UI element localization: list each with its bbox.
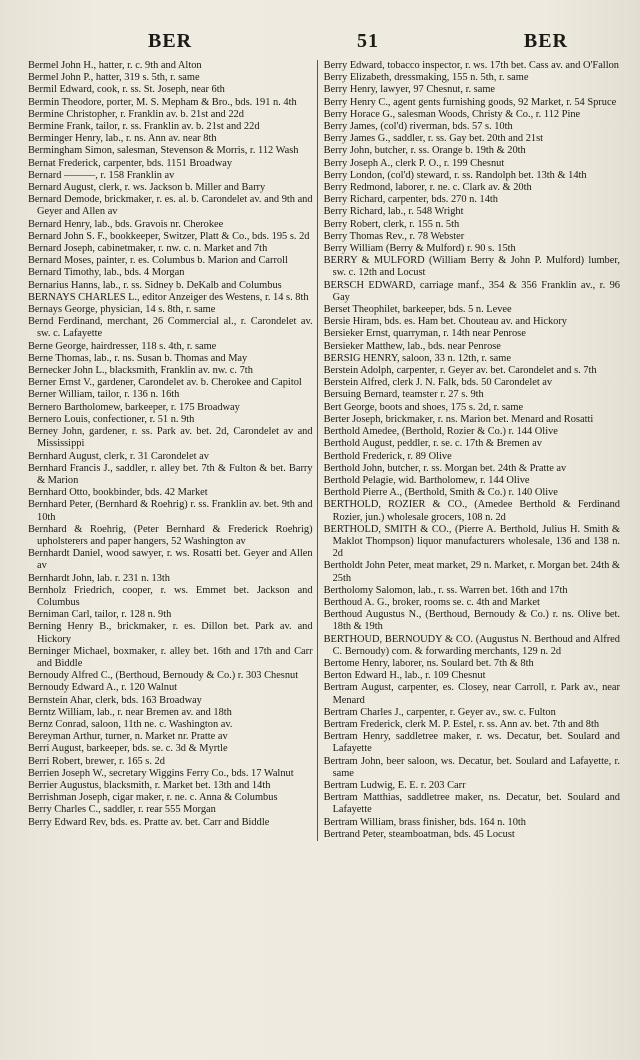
directory-entry: Berthold August, peddler, r. se. c. 17th & Bremen av [323, 438, 542, 450]
directory-entry: Bersuing Bernard, teamster r. 27 s. 9th [323, 389, 484, 401]
directory-entry: Bernard Moses, painter, r. es. Columbus b. Marion and Carroll [28, 255, 288, 267]
directory-entry: Berrier Augustus, blacksmith, r. Market bet. 13th and 14th [28, 779, 271, 791]
directory-entry: Berthold Frederick, r. 89 Olive [323, 450, 452, 462]
directory-columns [28, 60, 620, 841]
directory-entry: BERSCH EDWARD, carriage manf., 354 & 356 Franklin av., r. 96 Gay [323, 279, 620, 303]
directory-entry: BERTHOUD, BERNOUDY & CO. (Augustus N. Berthoud and Alfred C. Bernoudy) com. & forwarding merchants, 129 n. 2d [323, 633, 620, 657]
directory-entry: Bertram Ludwig, E. E. r. 203 Carr [323, 779, 466, 791]
directory-entry: Bersieker Matthew, lab., bds. near Penrose [323, 340, 501, 352]
directory-entry: Berry Charles C., saddler, r. rear 555 Morgan [28, 804, 216, 816]
directory-entry: Bertome Henry, laborer, ns. Soulard bet. 7th & 8th [323, 657, 534, 669]
directory-entry: Bernhardt John, lab. r. 231 n. 13th [28, 572, 170, 584]
directory-entry: Berry Joseph A., clerk P. O., r. 199 Chesnut [323, 157, 505, 169]
directory-entry: Berset Theophilet, barkeeper, bds. 5 n. Levee [323, 304, 512, 316]
directory-entry: Bernz Conrad, saloon, 11th ne. c. Washington av. [28, 718, 233, 730]
directory-entry: Bermel John H., hatter, r. c. 9th and Alton [28, 60, 202, 71]
directory-entry: Berniman Carl, tailor, r. 128 n. 9th [28, 609, 172, 621]
directory-entry: Bersieker Ernst, quarryman, r. 14th near Penrose [323, 328, 526, 340]
directory-entry: Bernarius Hanns, lab., r. ss. Sidney b. DeKalb and Columbus [28, 279, 282, 291]
page-header [28, 30, 620, 58]
directory-entry: Bereyman Arthur, turner, n. Market nr. Pratte av [28, 731, 228, 743]
directory-entry: Bernays George, physician, 14 s. 8th, r. same [28, 304, 216, 316]
directory-entry: Berninger Michael, boxmaker, r. alley bet. 16th and 17th and Carr and Biddle [28, 645, 313, 669]
directory-entry: Bermine Frank, tailor, r. ss. Franklin av. b. 21st and 22d [28, 121, 260, 133]
directory-entry: Bernhard August, clerk, r. 31 Carondelet av [28, 450, 209, 462]
directory-entry: Berry Horace G., salesman Woods, Christy & Co., r. 112 Pine [323, 108, 581, 120]
directory-entry: Berry Henry, lawyer, 97 Chesnut, r. same [323, 84, 496, 96]
directory-entry: Bernholz Friedrich, cooper, r. ws. Emmet bet. Jackson and Columbus [28, 584, 313, 608]
directory-entry: Berter Joseph, brickmaker, r. ns. Marion bet. Menard and Rosatti [323, 413, 594, 425]
directory-entry: Bermine Christopher, r. Franklin av. b. 21st and 22d [28, 108, 244, 120]
directory-entry: Bertram Matthias, saddletree maker, ns. Decatur, bet. Soulard and Lafayette [323, 792, 620, 816]
directory-entry: Berri Robert, brewer, r. 165 s. 2d [28, 755, 165, 767]
directory-entry: Bernard Timothy, lab., bds. 4 Morgan [28, 267, 185, 279]
directory-entry: Bermingham Simon, salesman, Stevenson & Morris, r. 112 Wash [28, 145, 299, 157]
directory-entry: Bernard John S. F., bookkeeper, Switzer, Platt & Co., bds. 195 s. 2d [28, 230, 310, 242]
directory-entry: Bernard Henry, lab., bds. Gravois nr. Cherokee [28, 218, 224, 230]
directory-entry: BERTHOLD, ROZIER & CO., (Amedee Berthold & Ferdinand Rozier, jun.) wholesale grocers, 108 n. 2d [323, 499, 620, 523]
directory-entry: Bernhardt Daniel, wood sawyer, r. ws. Rosatti bet. Geyer and Allen av [28, 548, 313, 572]
directory-entry: Berry Richard, carpenter, bds. 270 n. 14th [323, 194, 499, 206]
directory-entry: Berstein Alfred, clerk J. N. Falk, bds. 50 Carondelet av [323, 377, 553, 389]
directory-entry: Berthoud A. G., broker, rooms se. c. 4th and Market [323, 596, 540, 608]
directory-entry: Bertram Charles J., carpenter, r. Geyer av., sw. c. Fulton [323, 706, 556, 718]
directory-entry: Bernero Louis, confectioner, r. 51 n. 9th [28, 413, 195, 425]
directory-entry: BERTHOLD, SMITH & CO., (Pierre A. Berthold, Julius H. Smith & Maklot Thompson) liquor manufacturers wholesale, 136 and 138 n. 2d [323, 523, 620, 560]
directory-entry: Berminger Henry, lab., r. ns. Ann av. near 8th [28, 133, 217, 145]
directory-entry: Berthoud Augustus N., (Berthoud, Bernoudy & Co.) r. ns. Olive bet. 18th & 19th [323, 609, 620, 633]
directory-entry: Bermel John P., hatter, 319 s. 5th, r. same [28, 72, 200, 84]
directory-entry: Bernat Frederick, carpenter, bds. 1151 Broadway [28, 157, 233, 169]
page-number: 51 [357, 30, 379, 52]
directory-entry: Bernd Ferdinand, merchant, 26 Commercial al., r. Carondelet av. sw. c. Lafayette [28, 316, 313, 340]
directory-entry: Berry Richard, lab., r. 548 Wright [323, 206, 464, 218]
directory-entry: Bertram John, beer saloon, ws. Decatur, bet. Soulard and Lafayette, r. same [323, 755, 620, 779]
directory-entry: Bernstein Ahar, clerk, bds. 163 Broadway [28, 694, 202, 706]
directory-entry: Berry Edward, tobacco inspector, r. ws. 17th bet. Cass av. and O'Fallon [323, 60, 619, 71]
directory-entry: Bersie Hiram, bds. es. Ham bet. Chouteau av. and Hickory [323, 316, 568, 328]
directory-entry: Berry Thomas Rev., r. 78 Webster [323, 230, 465, 242]
directory-entry: Berner William, tailor, r. 136 n. 16th [28, 389, 180, 401]
directory-entry: Berri August, barkeeper, bds. se. c. 3d & Myrtle [28, 743, 228, 755]
directory-entry: Bernhard Francis J., saddler, r. alley bet. 7th & Fulton & bet. Barry & Marion [28, 462, 313, 486]
header-right-keyword: BER [523, 30, 568, 52]
directory-entry: Berthold Pierre A., (Berthold, Smith & Co.) r. 140 Olive [323, 487, 558, 499]
column-divider [317, 60, 318, 841]
directory-entry: Bernoudy Edward A., r. 120 Walnut [28, 682, 178, 694]
directory-entry: Berne Thomas, lab., r. ns. Susan b. Thomas and May [28, 352, 248, 364]
directory-entry: Berry Henry C., agent gents furnishing goods, 92 Market, r. 54 Spruce [323, 96, 617, 108]
directory-entry: Bertram August, carpenter, es. Closey, near Carroll, r. Park av., near Menard [323, 682, 620, 706]
directory-entry: BERSIG HENRY, saloon, 33 n. 12th, r. same [323, 352, 511, 364]
right-column [324, 60, 620, 841]
directory-entry: Bernard Demode, brickmaker, r. es. al. b. Carondelet av. and 9th and Geyer and Allen av [28, 194, 313, 218]
directory-entry: Berrien Joseph W., secretary Wiggins Ferry Co., bds. 17 Walnut [28, 767, 294, 779]
directory-entry: Bernhard Peter, (Bernhard & Roehrig) r. ss. Franklin av. bet. 9th and 10th [28, 499, 313, 523]
directory-entry: Berstein Adolph, carpenter, r. Geyer av. bet. Carondelet and s. 7th [323, 365, 597, 377]
directory-entry: Berthold Amedee, (Berthold, Rozier & Co.) r. 144 Olive [323, 426, 558, 438]
directory-entry: Berry Edward Rev, bds. es. Pratte av. bet. Carr and Biddle [28, 816, 270, 828]
directory-entry: Bertram Henry, saddletree maker, r. ws. Decatur, bet. Soulard and Lafayette [323, 731, 620, 755]
directory-entry: Berry James, (col'd) riverman, bds. 57 s. 10th [323, 121, 513, 133]
directory-entry: Berry James G., saddler, r. ss. Gay bet. 20th and 21st [323, 133, 544, 145]
directory-entry: Bernecker John L., blacksmith, Franklin av. nw. c. 7th [28, 365, 253, 377]
directory-entry: Bernard Joseph, cabinetmaker, r. nw. c. n. Market and 7th [28, 243, 268, 255]
header-left-keyword: BER [148, 30, 193, 52]
directory-entry: Bermil Edward, cook, r. ss. St. Joseph, near 6th [28, 84, 225, 96]
directory-entry: Bertholdt John Peter, meat market, 29 n. Market, r. Morgan bet. 24th & 25th [323, 560, 620, 584]
left-column [28, 60, 313, 841]
directory-entry: Bertram William, brass finisher, bds. 164 n. 10th [323, 816, 526, 828]
directory-entry: Berthold John, butcher, r. ss. Morgan bet. 24th & Pratte av [323, 462, 567, 474]
directory-entry: Bernero Bartholomew, barkeeper, r. 175 Broadway [28, 401, 240, 413]
directory-entry: Bernhard & Roehrig, (Peter Bernhard & Frederick Roehrig) upholsterers and paper hangers, 52 Washington av [28, 523, 313, 547]
directory-entry: Berton Edward H., lab., r. 109 Chesnut [323, 670, 486, 682]
directory-entry: Berrishman Joseph, cigar maker, r. ne. c. Anna & Columbus [28, 792, 278, 804]
directory-entry: Berney John, gardener, r. ss. Park av. bet. 2d, Carondelet av and Mississippi [28, 426, 313, 450]
directory-entry: Berry John, butcher, r. ss. Orange b. 19th & 20th [323, 145, 526, 157]
directory-entry: Bernhard Otto, bookbinder, bds. 42 Market [28, 487, 208, 499]
directory-entry: Bermin Theodore, porter, M. S. Mepham & Bro., bds. 191 n. 4th [28, 96, 297, 108]
directory-entry: Bernard ———, r. 158 Franklin av [28, 169, 175, 181]
directory-entry: Berry William (Berry & Mulford) r. 90 s. 15th [323, 243, 516, 255]
directory-entry: Berthold Pelagie, wid. Bartholomew, r. 144 Olive [323, 474, 530, 486]
directory-entry: BERNAYS CHARLES L., editor Anzeiger des Westens, r. 14 s. 8th [28, 291, 309, 303]
directory-entry: Berning Henry B., brickmaker, r. es. Dillon bet. Park av. and Hickory [28, 621, 313, 645]
directory-entry: Berntz William, lab., r. near Bremen av. and 18th [28, 706, 232, 718]
directory-entry: Berry Robert, clerk, r. 155 n. 5th [323, 218, 460, 230]
directory-entry: Bertram Frederick, clerk M. P. Estel, r. ss. Ann av. bet. 7th and 8th [323, 718, 600, 730]
directory-entry: Bernoudy Alfred C., (Berthoud, Bernoudy & Co.) r. 303 Chesnut [28, 670, 299, 682]
directory-entry: Berry Redmond, laborer, r. ne. c. Clark av. & 20th [323, 182, 532, 194]
directory-entry: Bertholomy Salomon, lab., r. ss. Warren bet. 16th and 17th [323, 584, 568, 596]
directory-entry: Berner Ernst V., gardener, Carondelet av. b. Cherokee and Capitol [28, 377, 302, 389]
directory-entry: Berne George, hairdresser, 118 s. 4th, r. same [28, 340, 217, 352]
directory-entry: Bertrand Peter, steamboatman, bds. 45 Locust [323, 828, 515, 840]
directory-entry: BERRY & MULFORD (William Berry & John P. Mulford) lumber, sw. c. 12th and Locust [323, 255, 620, 279]
directory-entry: Bernard August, clerk, r. ws. Jackson b. Miller and Barry [28, 182, 266, 194]
directory-entry: Berry London, (col'd) steward, r. ss. Randolph bet. 13th & 14th [323, 169, 587, 181]
directory-entry: Berry Elizabeth, dressmaking, 155 n. 5th, r. same [323, 72, 529, 84]
directory-entry: Bert George, boots and shoes, 175 s. 2d, r. same [323, 401, 524, 413]
